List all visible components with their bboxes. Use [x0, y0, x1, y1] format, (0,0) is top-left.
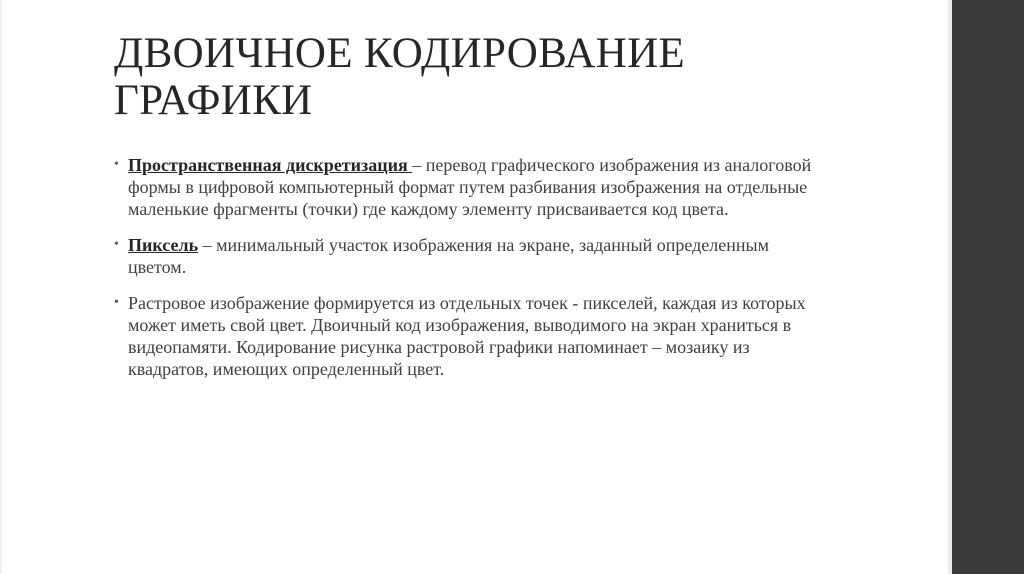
bullet-icon: • — [114, 295, 119, 310]
paragraph-raster: Растровое изображение формируется из отдельных точек - пикселей, каждая из которых может иметь свой цвет. Двоичный код изображения, выводимого на экран храниться в видеопамяти. Кодирование рисунка растровой графики напоминает – мозаику из квадратов, имеющих определенный цвет. — [128, 293, 806, 379]
bullet-icon: • — [114, 157, 119, 172]
term-discretization: Пространственная дискретизация — [128, 155, 413, 175]
slide-title-line-1: ДВОИЧНОЕ КОДИРОВАНИЕ — [114, 30, 685, 77]
bullet-icon: • — [114, 237, 119, 252]
term-pixel: Пиксель — [128, 235, 199, 255]
definition-discretization: – перевод графического изображения из аналоговой формы в цифровой компьютерный формат путем разбивания изображения на отдельные маленькие фрагменты (точки) где каждому элементу присваивается код цвета. — [128, 155, 812, 219]
slide-left-edge — [0, 0, 2, 574]
bullet-item-discretization — [108, 154, 828, 220]
bullet-list — [108, 154, 828, 394]
bullet-item-raster — [108, 292, 828, 380]
slide-title — [114, 30, 874, 124]
definition-pixel: – минимальный участок изображения на экране, заданный определенным цветом. — [128, 235, 770, 277]
slide-title-line-2: ГРАФИКИ — [114, 77, 313, 124]
bullet-item-pixel — [108, 234, 828, 278]
side-bar — [952, 0, 1024, 574]
